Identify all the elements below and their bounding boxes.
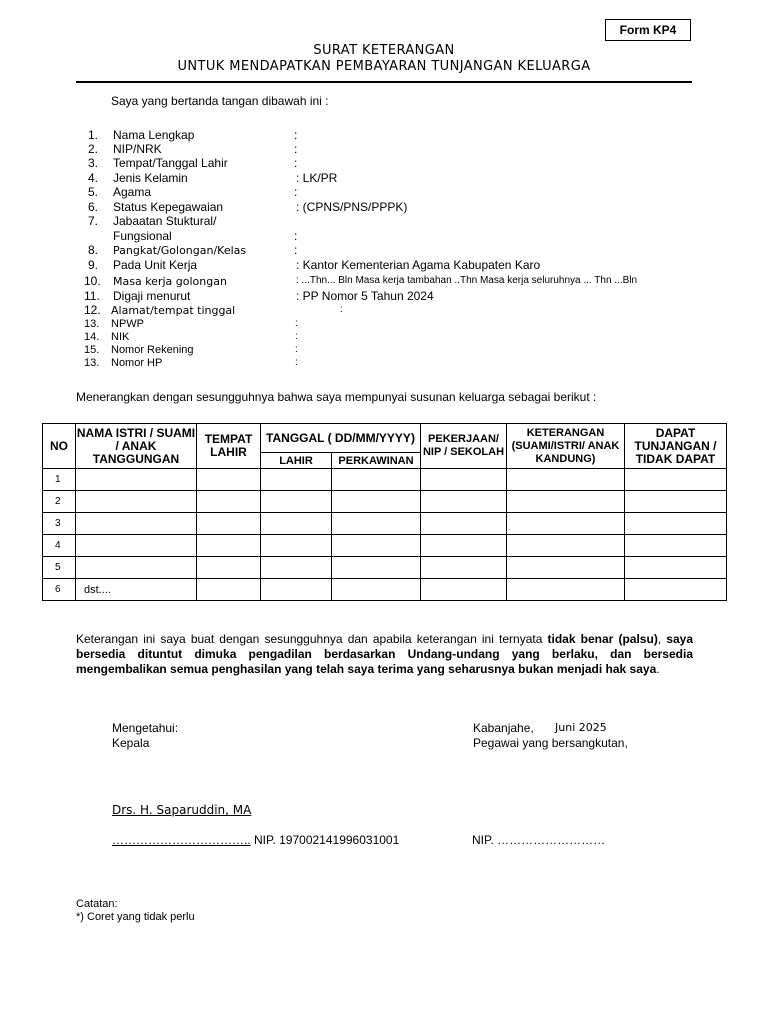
field-label: Nomor Rekening: [111, 344, 194, 356]
notes-line: *) Coret yang tidak perlu: [76, 911, 195, 923]
field-value: : PP Nomor 5 Tahun 2024: [296, 289, 434, 303]
header-tempat-lahir: TEMPAT LAHIR: [197, 424, 261, 469]
row-nama: [76, 513, 197, 535]
field-label: Pada Unit Kerja: [113, 258, 198, 272]
field-label: Digaji menurut: [113, 289, 191, 303]
field-number: 3.: [88, 156, 99, 170]
family-table: [42, 423, 727, 601]
field-value: :: [295, 357, 298, 368]
field-number: 12.: [84, 303, 101, 317]
left-sign-role: Kepala: [112, 736, 150, 750]
field-value: : ...Thn... Bln Masa kerja tambahan ..Thn Masa kerja seluruhnya ... Thn ...Bln: [296, 275, 638, 286]
left-sign-name: Drs. H. Saparuddin, MA: [112, 803, 252, 817]
field-value: : Kantor Kementerian Agama Kabupaten Karo: [296, 258, 541, 272]
statement-bold: saya bersedia dituntut dimuka pengadilan berdasarkan Undang-undang yang berlaku, dan bersedia mengembalikan semua penghasilan yang telah saya terima yang seharusnya bukan menjadi hak saya: [76, 632, 693, 676]
row-number: 2: [43, 491, 76, 513]
left-sign-label: Mengetahui:: [112, 721, 179, 735]
signature-dots: ……………………………..: [112, 833, 251, 847]
right-sign-nip: NIP. ………………………: [472, 833, 606, 847]
row-number: 1: [43, 469, 76, 491]
family-intro: Menerangkan dengan sesungguhnya bahwa saya mempunyai susunan keluarga sebagai berikut :: [76, 390, 597, 404]
row-nama: [76, 557, 197, 579]
header-pekerjaan: PEKERJAAN/ NIP / SEKOLAH: [421, 424, 507, 469]
header-tanggal: TANGGAL ( DD/MM/YYYY): [261, 424, 421, 453]
field-label: NPWP: [111, 318, 144, 330]
field-number: 6.: [88, 200, 99, 214]
intro-text: Saya yang bertanda tangan dibawah ini :: [111, 94, 329, 108]
right-sign-role: Pegawai yang bersangkutan,: [473, 736, 628, 750]
field-number: 10.: [84, 274, 101, 288]
field-label: Fungsional: [113, 229, 172, 243]
row-nama: [76, 469, 197, 491]
statement-text: ,: [657, 632, 667, 646]
header-nama: NAMA ISTRI / SUAMI / ANAK TANGGUNGAN: [76, 424, 197, 469]
field-number: 7.: [88, 214, 99, 228]
field-value: :: [294, 243, 298, 257]
row-nama: dst....: [76, 579, 197, 601]
table-row: [43, 579, 727, 601]
field-label: Tempat/Tanggal Lahir: [113, 156, 228, 170]
header-no: NO: [43, 424, 76, 469]
field-number: 9.: [88, 258, 99, 272]
field-number: 5.: [88, 185, 99, 199]
field-label: Status Kepegawaian: [113, 200, 224, 214]
table-row: [43, 469, 727, 491]
table-row: [43, 491, 727, 513]
notes-title: Catatan:: [76, 898, 118, 910]
row-number: 5: [43, 557, 76, 579]
field-label: Agama: [113, 185, 152, 199]
field-number: 11.: [84, 289, 100, 303]
form-code: Form KP4: [619, 23, 677, 37]
field-value: :: [295, 344, 298, 355]
statement-text: Keterangan ini saya buat dengan sesungguhnya dan apabila keterangan ini ternyata: [76, 632, 548, 646]
field-label: Jabaatan Stuktural/: [113, 214, 217, 228]
field-value: : (CPNS/PNS/PPPK): [296, 200, 408, 214]
field-number: 15.: [84, 344, 100, 356]
field-value: :: [295, 331, 298, 342]
statement-bold: tidak benar (palsu): [547, 632, 658, 646]
document-subtitle: UNTUK MENDAPATKAN PEMBAYARAN TUNJANGAN KELUARGA: [177, 59, 591, 74]
field-value: : LK/PR: [296, 171, 338, 185]
field-number: 2.: [88, 142, 99, 156]
field-value: :: [294, 128, 298, 142]
left-nip: NIP. 197002141996031001: [250, 833, 400, 847]
right-sign-place: Kabanjahe,: [473, 721, 534, 735]
field-value: :: [340, 304, 343, 315]
row-number: 3: [43, 513, 76, 535]
field-label: Nama Lengkap: [113, 128, 195, 142]
header-perkawinan: PERKAWINAN: [332, 453, 421, 469]
field-label: Nomor HP: [111, 357, 163, 369]
field-number: 13.: [84, 318, 100, 330]
field-value: :: [294, 156, 298, 170]
row-number: 6: [43, 579, 76, 601]
row-nama: [76, 491, 197, 513]
field-number: 13.: [84, 357, 100, 369]
header-dapat-tunjangan: DAPAT TUNJANGAN / TIDAK DAPAT: [625, 424, 727, 469]
right-sign-date: Juni 2025: [555, 721, 607, 734]
table-row: [43, 557, 727, 579]
document-title: SURAT KETERANGAN: [313, 43, 455, 58]
field-label: Jenis Kelamin: [113, 171, 188, 185]
row-nama: [76, 535, 197, 557]
field-label: NIK: [111, 331, 130, 343]
statement-paragraph: [76, 632, 693, 677]
table-row: [43, 513, 727, 535]
field-value: :: [294, 229, 298, 243]
field-label: Pangkat/Golongan/Kelas: [113, 244, 247, 257]
header-divider: [76, 81, 692, 83]
row-number: 4: [43, 535, 76, 557]
left-sign-nip-line: [112, 833, 399, 847]
header-keterangan: KETERANGAN (SUAMI/ISTRI/ ANAK KANDUNG): [507, 424, 625, 469]
field-value: :: [295, 318, 298, 329]
header-lahir: LAHIR: [261, 453, 332, 469]
field-number: 1.: [88, 128, 99, 142]
field-label: Alamat/tempat tinggal: [111, 304, 236, 317]
table-row: [43, 535, 727, 557]
field-number: 4.: [88, 171, 99, 185]
field-number: 8.: [88, 243, 99, 257]
field-value: :: [294, 142, 298, 156]
statement-text: .: [656, 662, 660, 676]
field-number: 14.: [84, 331, 100, 343]
field-label: NIP/NRK: [113, 142, 162, 156]
field-label: Masa kerja golongan: [113, 275, 227, 288]
field-value: :: [294, 185, 298, 199]
form-code-box: [605, 19, 691, 41]
